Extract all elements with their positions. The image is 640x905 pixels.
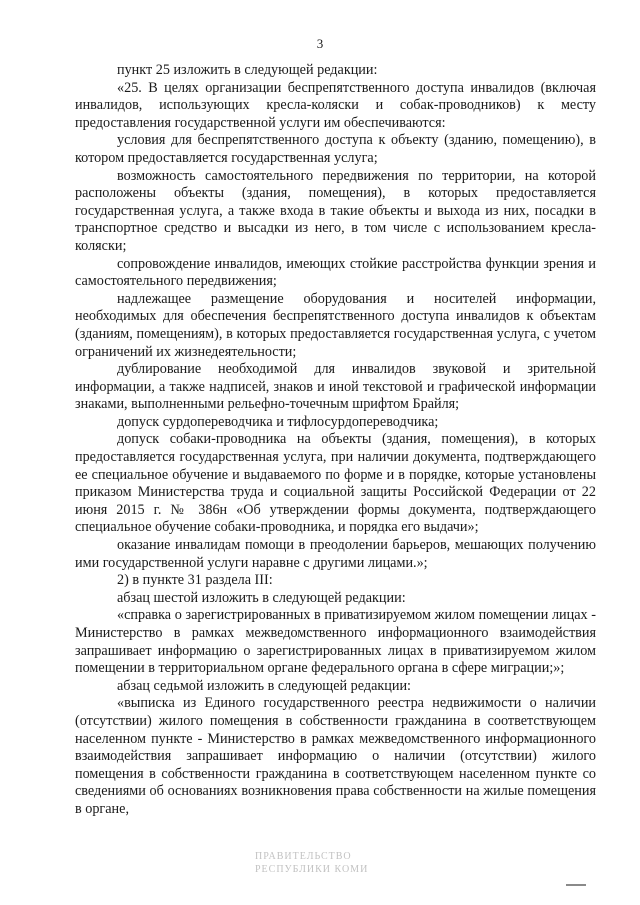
stamp-line: ПРАВИТЕЛЬСТВО: [255, 851, 352, 862]
faded-stamp: [255, 850, 368, 876]
paragraph: возможность самостоятельного передвижения по территории, на которой расположены объекты (здания, помещения), в которых предоставляется государственная услуга, а также входа в такие объекты и выхода из них, посадки в транспортное средство и высадки из него, в том числе с использованием кресла-коляски;: [75, 167, 596, 254]
paragraph: допуск собаки-проводника на объекты (здания, помещения), в которых предоставляется государственная услуга, при наличии документа, подтверждающего ее специальное обучение и выдаваемого по форме и в порядке, которые установлены приказом Министерства труда и социальной защиты Российской Федерации от 22 июня 2015 г. № 386н «Об утверждении формы документа, подтверждающего специальное обучение собаки-проводника, и порядка его выдачи»;: [75, 431, 596, 536]
paragraph: 2) в пункте 31 раздела III:: [117, 572, 273, 589]
paragraph: оказание инвалидам помощи в преодолении барьеров, мешающих получению ими государственной услуги наравне с другими лицами.»;: [75, 537, 596, 571]
page-number: 3: [316, 36, 324, 51]
paragraph: абзац шестой изложить в следующей редакции:: [117, 589, 406, 606]
paragraph: дублирование необходимой для инвалидов звуковой и зрительной информации, а также надписей, знаков и иной текстовой и графической информации знаками, выполненными рельефно-точечным шрифтом Брайля;: [75, 361, 596, 413]
paragraph: «справка о зарегистрированных в приватизируемом жилом помещении лицах - Министерство в рамках межведомственного информационного взаимодействия запрашивает информацию о зарегистрированных лицах в приватизируемом жилом помещении в территориальном органе федерального органа в сфере миграции;»;: [75, 607, 596, 677]
stamp-line: РЕСПУБЛИКИ КОМИ: [255, 864, 369, 875]
paragraph: абзац седьмой изложить в следующей редакции:: [117, 677, 412, 694]
document-body: [75, 62, 596, 819]
paragraph: «25. В целях организации беспрепятственного доступа инвалидов (включая инвалидов, использующих кресла-коляски и собак-проводников) к месту предоставления государственной услуги им обеспечиваются:: [75, 79, 596, 131]
paragraph: сопровождение инвалидов, имеющих стойкие расстройства функции зрения и самостоятельного передвижения;: [75, 255, 596, 290]
paragraph: условия для беспрепятственного доступа к объекту (зданию, помещению), в котором предоставляется государственная услуга;: [75, 132, 596, 166]
paragraph: пункт 25 изложить в следующей редакции:: [117, 62, 378, 78]
corner-mark: [566, 884, 586, 886]
paragraph: «выписка из Единого государственного реестра недвижимости о наличии (отсутствии) жилого помещения в собственности гражданина в соответствующем населенном пункте - Министерство в рамках межведомственного информационного взаимодействия запрашивает информацию о наличии (отсутствии) жилого помещения в собственности гражданина в соответствующем населенном пункте со сведениями об основаниях возникновения права собственности на жилые помещения в органе,: [75, 695, 596, 817]
paragraph: надлежащее размещение оборудования и носителей информации, необходимых для обеспечения беспрепятственного доступа инвалидов к объектам (зданиям, помещениям), в которых предоставляется государственная услуга, с учетом ограничений их жизнедеятельности;: [75, 290, 596, 360]
paragraph: допуск сурдопереводчика и тифлосурдопереводчика;: [117, 413, 439, 430]
